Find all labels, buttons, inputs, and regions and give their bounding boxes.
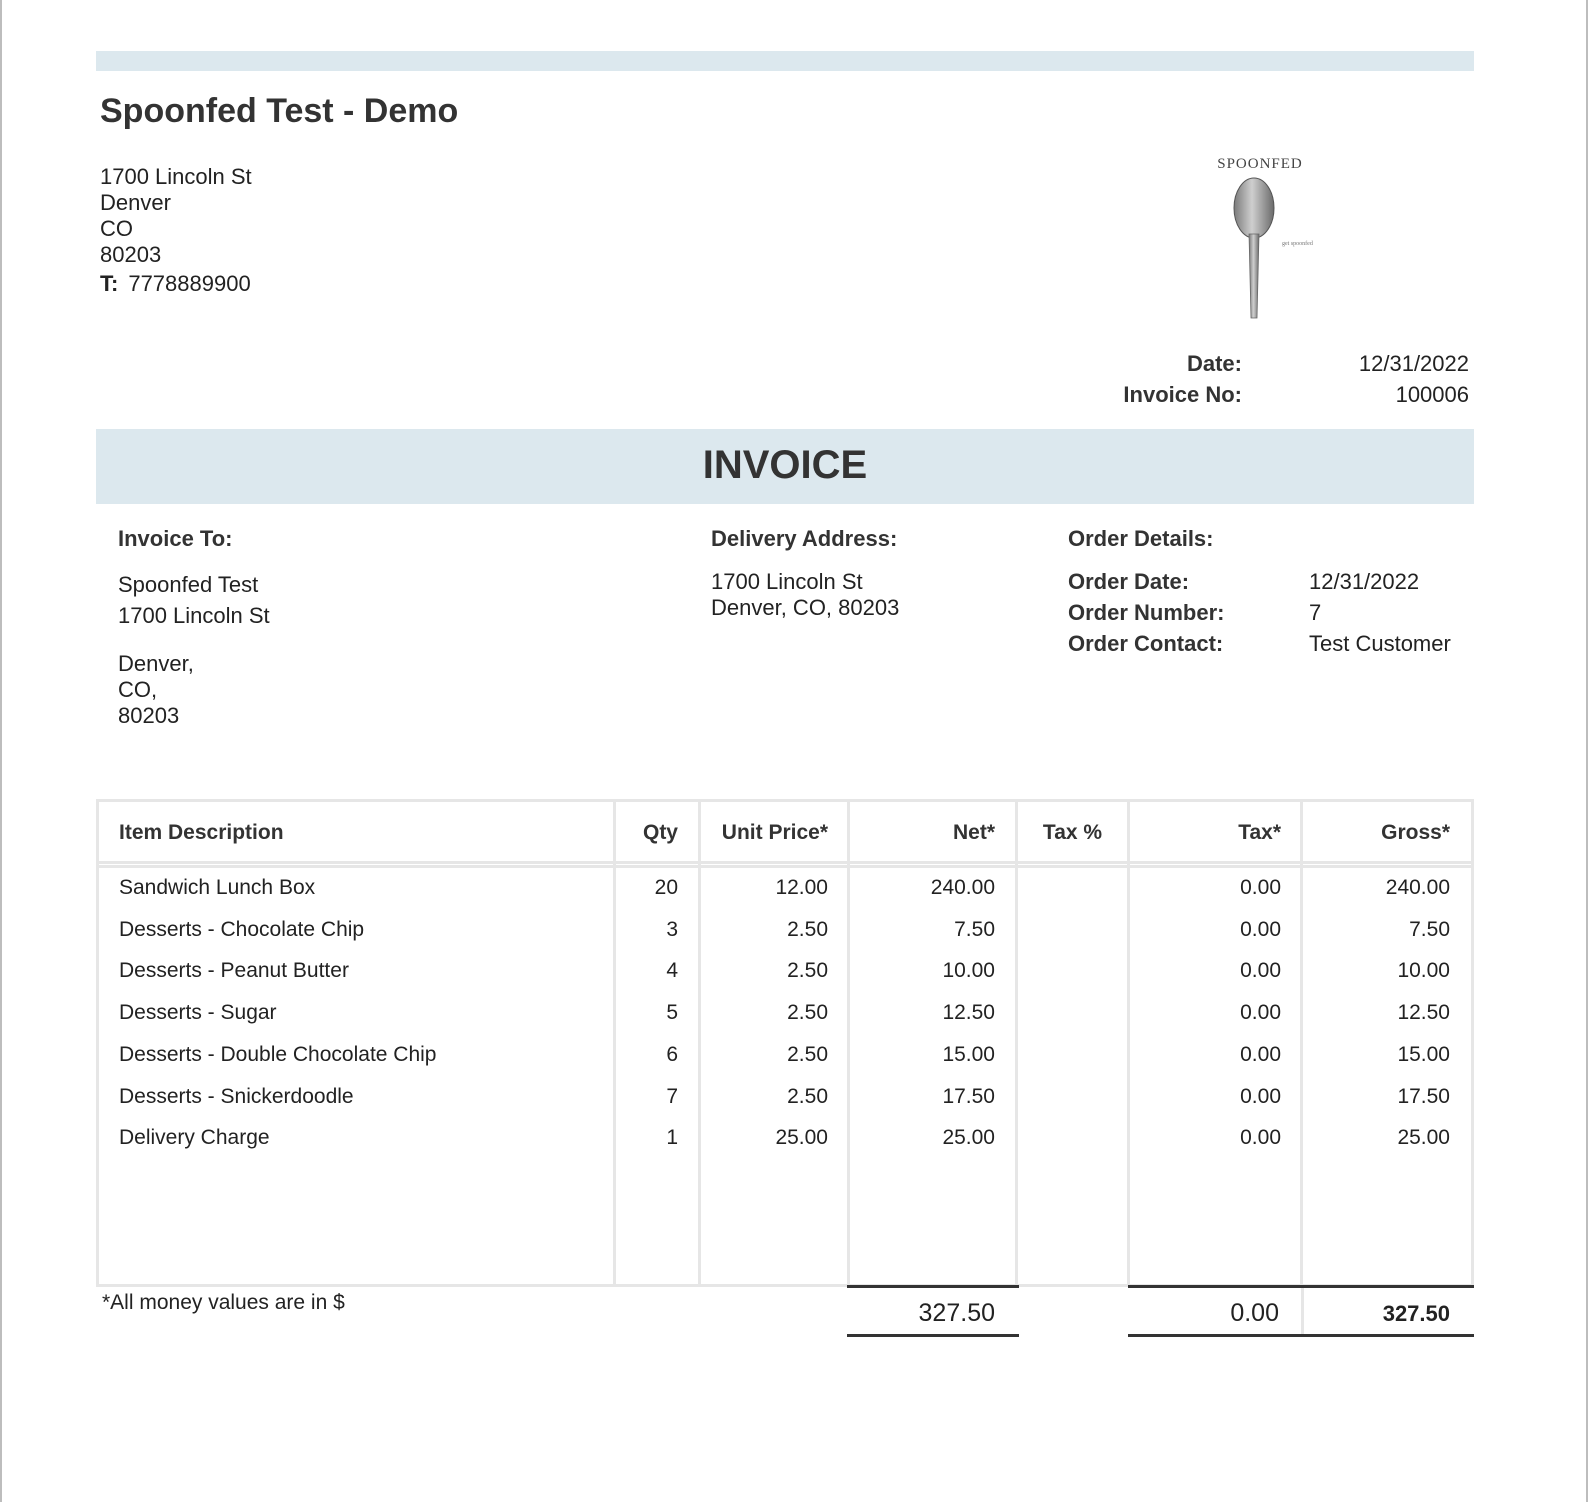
address-line: 1700 Lincoln St xyxy=(100,164,252,189)
cell-net: 15.00 xyxy=(942,1042,995,1066)
currency-footnote: *All money values are in $ xyxy=(102,1291,345,1314)
address-line: Denver, CO, 80203 xyxy=(711,595,900,620)
address-line: Denver, xyxy=(118,651,194,676)
invoice-title-band xyxy=(96,429,1474,504)
cell-gross: 240.00 xyxy=(1385,876,1450,899)
cell-gross: 7.50 xyxy=(1409,917,1450,941)
cell-tax: 0.00 xyxy=(1240,1084,1281,1108)
spoon-icon xyxy=(1198,152,1322,322)
cell-qty: 7 xyxy=(666,1084,678,1108)
company-phone xyxy=(100,271,251,297)
cell-net: 240.00 xyxy=(930,876,995,899)
address-line: CO xyxy=(100,216,133,241)
totals-rule xyxy=(1128,1334,1474,1337)
cell-net: 17.50 xyxy=(942,1084,995,1108)
phone-number: 7778889900 xyxy=(128,271,251,296)
table-border xyxy=(96,799,1474,802)
cell-gross: 17.50 xyxy=(1397,1084,1450,1108)
table-border xyxy=(1015,799,1018,1287)
cell-net: 10.00 xyxy=(942,959,995,983)
col-header-tax: Tax* xyxy=(1238,821,1281,844)
totals-rule xyxy=(847,1285,1019,1288)
cell-unit-price: 2.50 xyxy=(787,1042,828,1066)
cell-unit-price: 12.00 xyxy=(775,876,828,899)
address-line: Spoonfed Test xyxy=(118,572,259,597)
cell-gross: 25.00 xyxy=(1397,1126,1450,1150)
col-header-tax-pct: Tax % xyxy=(1042,821,1103,844)
cell-gross: 12.50 xyxy=(1397,1001,1450,1025)
delivery-address xyxy=(711,569,899,621)
invoice-to-address xyxy=(118,569,270,631)
cell-description: Desserts - Sugar xyxy=(119,1001,277,1025)
order-contact-label: Order Contact: xyxy=(1068,631,1224,656)
col-header-unit-price: Unit Price* xyxy=(721,821,828,844)
cell-unit-price: 25.00 xyxy=(775,1126,828,1150)
page-title: INVOICE xyxy=(702,443,868,487)
cell-unit-price: 2.50 xyxy=(787,1001,828,1025)
table-border xyxy=(96,861,1474,864)
logo-tagline: get spoonfed xyxy=(1282,241,1313,247)
address-line: 1700 Lincoln St xyxy=(711,569,863,594)
invoice-to-city xyxy=(118,651,194,729)
order-details-heading: Order Details: xyxy=(1068,526,1214,551)
cell-description: Sandwich Lunch Box xyxy=(119,876,316,899)
cell-description: Desserts - Double Chocolate Chip xyxy=(119,1042,437,1066)
order-date: 12/31/2022 xyxy=(1309,569,1420,594)
company-address xyxy=(100,164,252,268)
phone-label: T: xyxy=(100,271,119,296)
cell-tax: 0.00 xyxy=(1240,1042,1281,1066)
table-border xyxy=(1471,799,1474,1287)
invoice-date: 12/31/2022 xyxy=(1358,351,1469,376)
header-band xyxy=(96,51,1474,71)
cell-gross: 15.00 xyxy=(1397,1042,1450,1066)
address-line: 1700 Lincoln St xyxy=(118,603,270,628)
col-header-net: Net* xyxy=(952,821,995,844)
col-header-gross: Gross* xyxy=(1381,821,1450,844)
order-number-label: Order Number: xyxy=(1068,600,1225,625)
order-contact: Test Customer xyxy=(1309,631,1451,656)
delivery-address-heading: Delivery Address: xyxy=(711,526,898,551)
cell-unit-price: 2.50 xyxy=(787,917,828,941)
spoonfed-logo xyxy=(1198,152,1322,322)
address-line: Denver xyxy=(100,190,171,215)
cell-tax: 0.00 xyxy=(1240,1001,1281,1025)
cell-unit-price: 2.50 xyxy=(787,959,828,983)
cell-qty: 1 xyxy=(666,1126,678,1150)
cell-gross: 10.00 xyxy=(1397,959,1450,983)
cell-tax: 0.00 xyxy=(1240,876,1281,899)
cell-qty: 4 xyxy=(666,959,678,983)
invoice-to-heading: Invoice To: xyxy=(118,526,233,551)
cell-qty: 6 xyxy=(666,1042,678,1066)
cell-net: 25.00 xyxy=(942,1126,995,1150)
logo-brand: SPOONFED xyxy=(1217,156,1303,172)
cell-description: Desserts - Chocolate Chip xyxy=(119,917,365,941)
cell-net: 7.50 xyxy=(954,917,995,941)
cell-description: Delivery Charge xyxy=(119,1126,270,1150)
cell-qty: 3 xyxy=(666,917,678,941)
company-name: Spoonfed Test - Demo xyxy=(100,92,459,130)
page-border xyxy=(0,0,2,1502)
cell-tax: 0.00 xyxy=(1240,959,1281,983)
address-line: CO, xyxy=(118,677,158,702)
cell-tax: 0.00 xyxy=(1240,917,1281,941)
invoice-number: 100006 xyxy=(1395,382,1469,407)
cell-tax: 0.00 xyxy=(1240,1126,1281,1150)
cell-net: 12.50 xyxy=(942,1001,995,1025)
total-tax: 0.00 xyxy=(1230,1299,1279,1327)
items-table xyxy=(96,799,1474,1287)
total-gross: 327.50 xyxy=(1382,1301,1450,1326)
address-line: 80203 xyxy=(100,242,162,267)
cell-unit-price: 2.50 xyxy=(787,1084,828,1108)
cell-qty: 5 xyxy=(666,1001,678,1025)
table-border xyxy=(96,799,99,1287)
address-line: 80203 xyxy=(118,703,180,728)
totals-rule xyxy=(847,1334,1019,1337)
invoice-no-label: Invoice No: xyxy=(1123,382,1242,407)
date-label: Date: xyxy=(1186,351,1242,376)
col-header-description: Item Description xyxy=(119,821,284,844)
order-number: 7 xyxy=(1309,600,1322,625)
total-net: 327.50 xyxy=(918,1299,995,1327)
table-border xyxy=(96,865,1474,868)
col-header-qty: Qty xyxy=(642,821,678,844)
order-date-label: Order Date: xyxy=(1068,569,1190,594)
cell-description: Desserts - Snickerdoodle xyxy=(119,1084,354,1108)
cell-description: Desserts - Peanut Butter xyxy=(119,959,349,983)
cell-qty: 20 xyxy=(654,876,678,899)
